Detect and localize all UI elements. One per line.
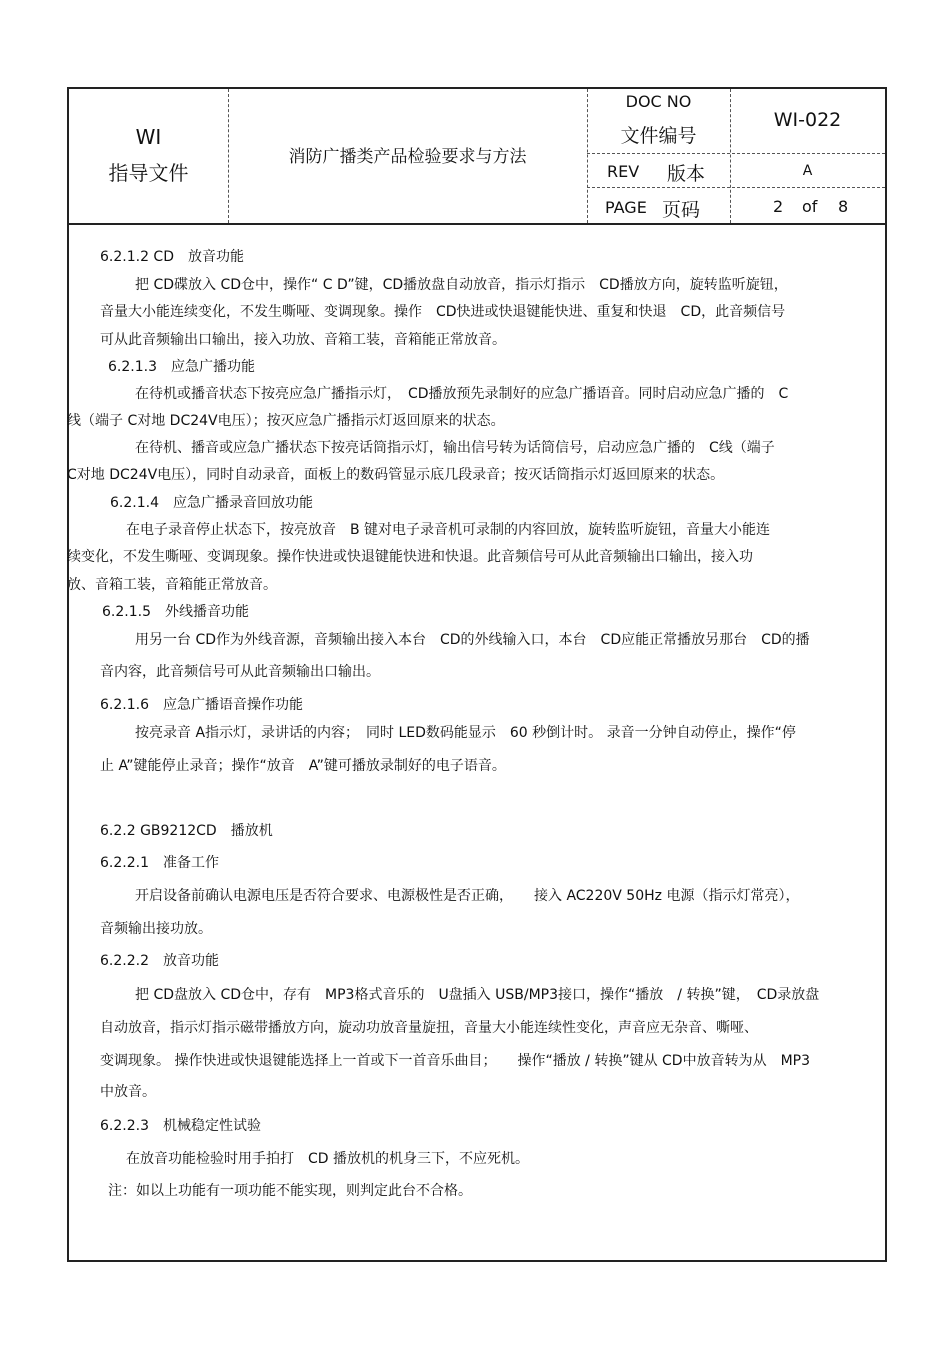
body-line: 自动放音，指示灯指示磁带播放方向，旋动功放音量旋扭，音量大小能连续性变化，声音应无杂音、嘶哑、 [100, 1020, 758, 1036]
page-total: 8 [838, 197, 849, 216]
body-line: 把 CD盘放入 CD仓中，存有 MP3格式音乐的 U盘插入 USB/MP3接口，操作“播放 / 转换”键， CD录放盘 [135, 987, 820, 1003]
body-line: 中放音。 [100, 1084, 156, 1100]
body-line: 开启设备前确认电源电压是否符合要求、电源极性是否正确， 接入 AC220V 50Hz 电源（指示灯常亮）， [135, 888, 800, 904]
body-line: C对地 DC24V电压），同时自动录音，面板上的数码管显示底几段录音；按灭话筒指示灯返回原来的状态。 [67, 467, 725, 483]
section-heading: 6.2.1.6 应急广播语音操作功能 [100, 697, 303, 713]
body-line: 线（端子 C对地 DC24V电压）；按灭应急广播指示灯返回原来的状态。 [67, 413, 505, 429]
body-line: 音频输出接功放。 [100, 921, 212, 937]
wi-label: WI [135, 125, 162, 149]
body-line: 音量大小能连续变化，不发生嘶哑、变调现象。操作 CD快进或快退键能快进、重复和快退 CD，此音频信号 [100, 304, 786, 320]
section-heading: 6.2.2.2 放音功能 [100, 953, 219, 969]
page-number: 2 [773, 197, 784, 216]
body-line: 续变化，不发生嘶哑、变调现象。操作快进或快退键能快进和快退。此音频信号可从此音频输出口输出，接入功 [67, 549, 753, 565]
section-heading: 6.2.1.2 CD 放音功能 [100, 249, 244, 265]
doc-no-label: DOC NO [625, 92, 692, 111]
section-heading: 6.2.2.3 机械稳定性试验 [100, 1118, 261, 1134]
section-heading: 6.2.1.4 应急广播录音回放功能 [110, 495, 313, 511]
body-line: 用另一台 CD作为外线音源，音频输出接入本台 CD的外线输入口，本台 CD应能正常播放另那台 CD的播 [135, 632, 810, 648]
page-of-label: of [802, 197, 818, 216]
page-cn-label: 页码 [662, 199, 701, 221]
body-line: 放、音箱工装，音箱能正常放音。 [67, 577, 277, 593]
body-line: 在放音功能检验时用手拍打 CD 播放机的机身三下，不应死机。 [126, 1151, 530, 1167]
body-line: 可从此音频输出口输出，接入功放、音箱工装，音箱能正常放音。 [100, 332, 506, 348]
section-heading: 6.2.1.5 外线播音功能 [102, 604, 249, 620]
section-heading: 6.2.2.1 准备工作 [100, 855, 219, 871]
doc-no-value: WI-022 [773, 109, 842, 131]
page-label: PAGE [605, 198, 647, 217]
document-title: 消防广播类产品检验要求与方法 [288, 147, 527, 167]
header-row-divider [587, 187, 885, 188]
section-heading: 6.2.1.3 应急广播功能 [108, 359, 255, 375]
header-row-divider [587, 153, 885, 154]
section-heading: 6.2.2 GB9212CD 播放机 [100, 823, 273, 839]
rev-cn-label: 版本 [667, 163, 706, 185]
header-table [69, 89, 885, 225]
doc-no-cn-label: 文件编号 [620, 125, 697, 147]
body-line: 在待机、播音或应急广播状态下按亮话筒指示灯，输出信号转为话筒信号，启动应急广播的 C线（端子 [135, 440, 775, 456]
rev-label: REV [607, 162, 640, 181]
body-line: 在电子录音停止状态下，按亮放音 B 键对电子录音机可录制的内容回放，旋转监听旋钮，音量大小能连 [126, 522, 771, 538]
rev-value: A [802, 163, 813, 179]
doc-type-label: 指导文件 [108, 161, 189, 185]
body-line: 在待机或播音状态下按亮应急广播指示灯， CD播放预先录制好的应急广播语音。同时启动应急广播的 C [135, 386, 789, 402]
note-line: 注：如以上功能有一项功能不能实现，则判定此台不合格。 [108, 1183, 472, 1199]
body-line: 变调现象。 操作快进或快退键能选择上一首或下一首音乐曲目； 操作“播放 / 转换”键从 CD中放音转为从 MP3 [100, 1053, 811, 1069]
body-line: 把 CD碟放入 CD仓中，操作“ C D”键，CD播放盘自动放音，指示灯指示 CD播放方向，旋转监听旋钮， [135, 277, 788, 293]
body-line: 音内容，此音频信号可从此音频输出口输出。 [100, 664, 380, 680]
body-line: 按亮录音 A指示灯，录讲话的内容； 同时 LED数码能显示 60 秒倒计时。 录音一分钟自动停止，操作“停 [135, 725, 796, 741]
body-line: 止 A”键能停止录音；操作“放音 A”键可播放录制好的电子语音。 [100, 758, 506, 774]
